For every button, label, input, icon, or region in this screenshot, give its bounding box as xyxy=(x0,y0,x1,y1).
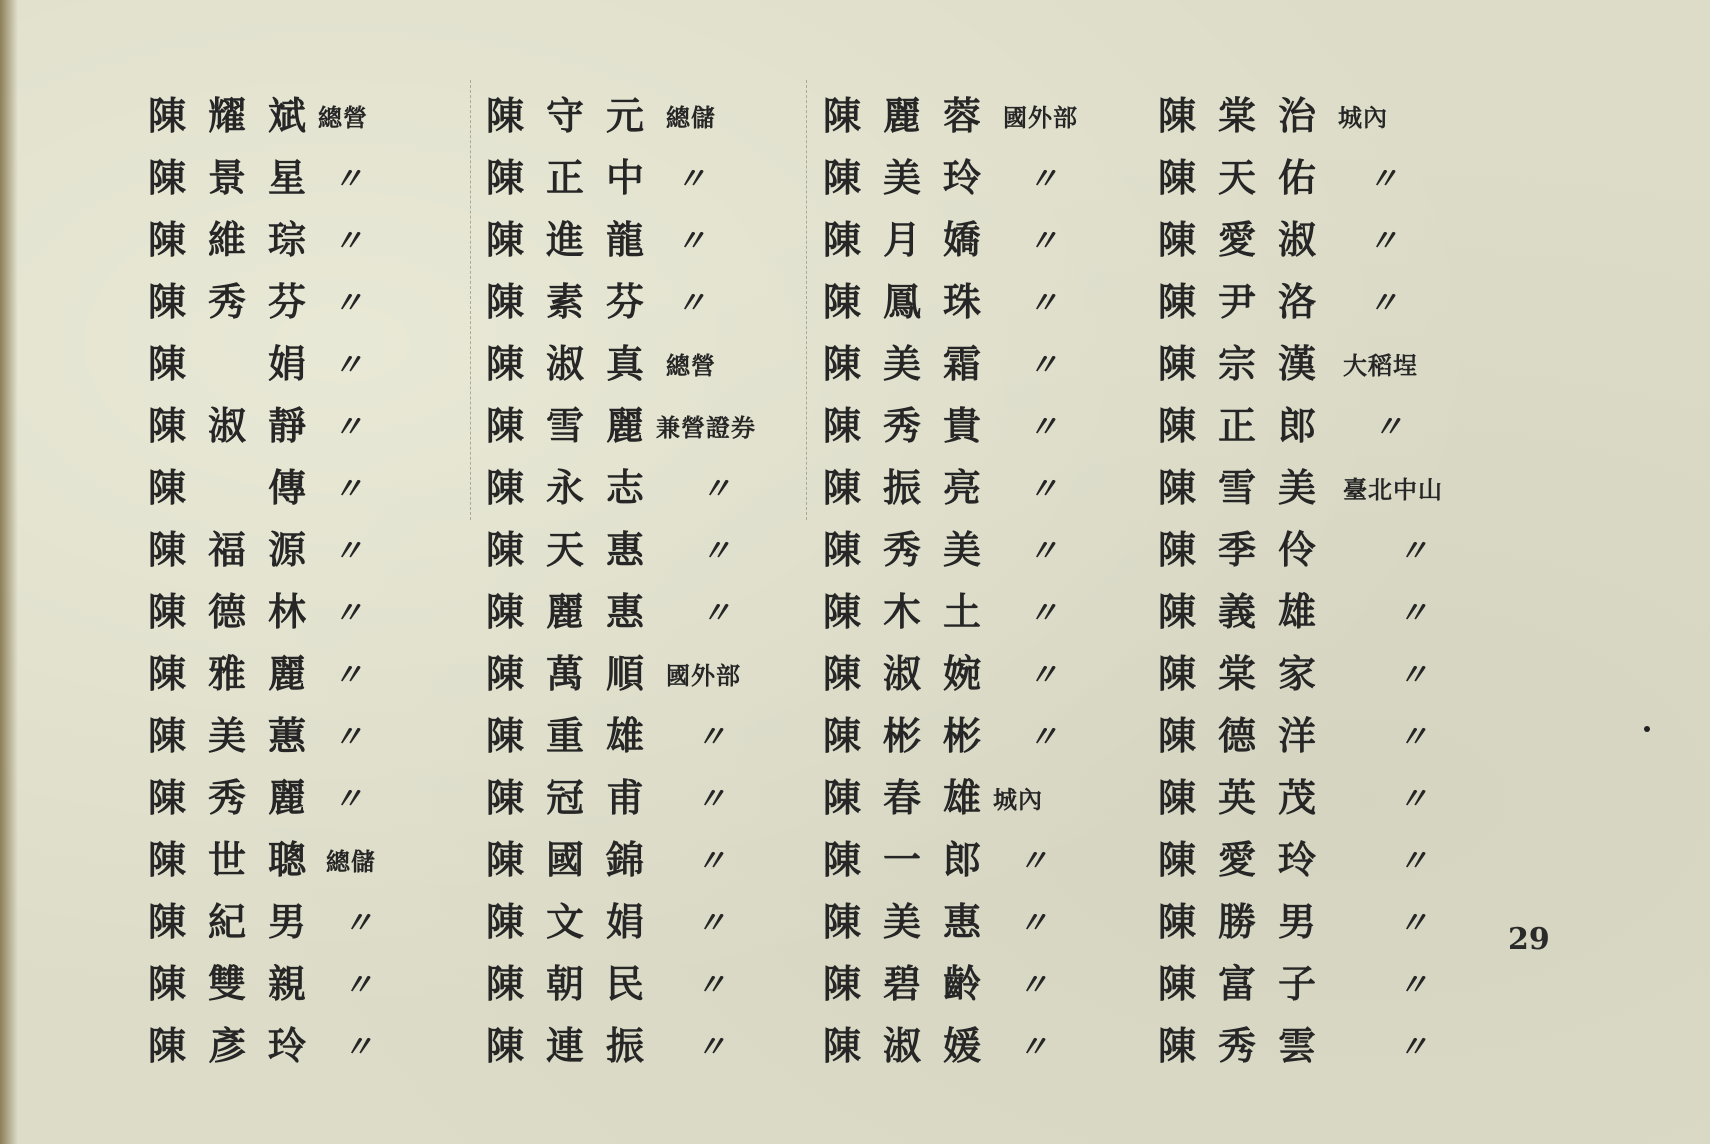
person-name: 陳一郎 xyxy=(823,837,1004,882)
name-entry xyxy=(486,460,826,522)
name-entry xyxy=(148,832,488,894)
name-entry xyxy=(486,336,826,398)
name-entry xyxy=(823,708,1163,770)
branch-note: 臺北中山 xyxy=(1343,475,1443,504)
name-entry xyxy=(486,1018,826,1080)
ditto-mark: 〃 xyxy=(333,224,363,259)
person-name: 陳美玲 xyxy=(823,155,1004,200)
name-entry xyxy=(148,398,488,460)
ditto-mark: 〃 xyxy=(1028,720,1058,755)
person-name: 陳碧齡 xyxy=(823,961,1004,1006)
ditto-mark: 〃 xyxy=(1028,286,1058,321)
name-column-3 xyxy=(823,88,1163,1080)
name-entry xyxy=(823,956,1163,1018)
ditto-mark: 〃 xyxy=(1028,348,1058,383)
ditto-mark: 〃 xyxy=(676,286,706,321)
person-name: 陳 娟 xyxy=(148,341,329,386)
person-name: 陳世聰 xyxy=(148,837,329,882)
branch-note: 國外部 xyxy=(1003,103,1078,132)
branch-note: 總儲 xyxy=(326,847,376,876)
name-entry xyxy=(148,212,488,274)
ditto-mark: 〃 xyxy=(696,720,726,755)
name-entry xyxy=(486,88,826,150)
name-entry xyxy=(823,894,1163,956)
name-entry xyxy=(1158,770,1498,832)
ditto-mark: 〃 xyxy=(333,410,363,445)
person-name: 陳彬彬 xyxy=(823,713,1004,758)
person-name: 陳月嬌 xyxy=(823,217,1004,262)
person-name: 陳文娟 xyxy=(486,899,667,944)
person-name: 陳冠甫 xyxy=(486,775,667,820)
name-entry xyxy=(148,460,488,522)
name-entry xyxy=(486,212,826,274)
name-entry xyxy=(486,832,826,894)
person-name: 陳美惠 xyxy=(823,899,1004,944)
person-name: 陳鳳珠 xyxy=(823,279,1004,324)
person-name: 陳秀芬 xyxy=(148,279,329,324)
name-entry xyxy=(486,646,826,708)
name-entry xyxy=(148,1018,488,1080)
ditto-mark: 〃 xyxy=(1028,658,1058,693)
ditto-mark: 〃 xyxy=(333,348,363,383)
name-entry xyxy=(823,212,1163,274)
name-entry xyxy=(1158,88,1498,150)
name-entry xyxy=(823,584,1163,646)
page-number: 29 xyxy=(1508,922,1550,957)
ditto-mark: 〃 xyxy=(1398,596,1428,631)
ditto-mark: 〃 xyxy=(333,596,363,631)
name-column-2 xyxy=(486,88,826,1080)
name-entry xyxy=(486,398,826,460)
ditto-mark: 〃 xyxy=(1398,720,1428,755)
name-entry xyxy=(148,150,488,212)
ditto-mark: 〃 xyxy=(701,534,731,569)
ditto-mark: 〃 xyxy=(1398,906,1428,941)
person-name: 陳紀男 xyxy=(148,899,329,944)
ditto-mark: 〃 xyxy=(1028,410,1058,445)
ditto-mark: 〃 xyxy=(1018,906,1048,941)
name-entry xyxy=(486,584,826,646)
person-name: 陳秀貴 xyxy=(823,403,1004,448)
person-name: 陳耀斌 xyxy=(148,93,329,138)
ditto-mark: 〃 xyxy=(333,720,363,755)
ditto-mark: 〃 xyxy=(1018,968,1048,1003)
ditto-mark: 〃 xyxy=(1028,224,1058,259)
ditto-mark: 〃 xyxy=(343,1030,373,1065)
person-name: 陳天惠 xyxy=(486,527,667,572)
person-name: 陳木土 xyxy=(823,589,1004,634)
ditto-mark: 〃 xyxy=(1398,844,1428,879)
name-entry xyxy=(486,770,826,832)
ditto-mark: 〃 xyxy=(676,162,706,197)
ditto-mark: 〃 xyxy=(696,782,726,817)
person-name: 陳春雄 xyxy=(823,775,1004,820)
ditto-mark: 〃 xyxy=(696,844,726,879)
person-name: 陳雙親 xyxy=(148,961,329,1006)
person-name: 陳振亮 xyxy=(823,465,1004,510)
name-column-1 xyxy=(148,88,488,1080)
ditto-mark: 〃 xyxy=(1398,1030,1428,1065)
branch-note: 總儲 xyxy=(666,103,716,132)
ditto-mark: 〃 xyxy=(1398,968,1428,1003)
name-entry xyxy=(823,522,1163,584)
name-entry xyxy=(1158,832,1498,894)
name-entry xyxy=(1158,584,1498,646)
name-entry xyxy=(823,832,1163,894)
ditto-mark: 〃 xyxy=(1398,534,1428,569)
person-name: 陳愛淑 xyxy=(1158,217,1339,262)
person-name: 陳正郎 xyxy=(1158,403,1339,448)
ditto-mark: 〃 xyxy=(1028,472,1058,507)
name-entry xyxy=(823,646,1163,708)
ditto-mark: 〃 xyxy=(1018,844,1048,879)
name-entry xyxy=(1158,708,1498,770)
person-name: 陳永志 xyxy=(486,465,667,510)
ditto-mark: 〃 xyxy=(1028,534,1058,569)
ditto-mark: 〃 xyxy=(696,968,726,1003)
ditto-mark: 〃 xyxy=(1373,410,1403,445)
person-name: 陳正中 xyxy=(486,155,667,200)
name-entry xyxy=(148,956,488,1018)
name-entry xyxy=(823,1018,1163,1080)
ditto-mark: 〃 xyxy=(1368,286,1398,321)
ditto-mark: 〃 xyxy=(1398,658,1428,693)
name-column-4 xyxy=(1158,88,1498,1080)
person-name: 陳 傳 xyxy=(148,465,329,510)
person-name: 陳德洋 xyxy=(1158,713,1339,758)
ditto-mark: 〃 xyxy=(701,472,731,507)
name-entry xyxy=(148,336,488,398)
name-entry xyxy=(486,522,826,584)
person-name: 陳進龍 xyxy=(486,217,667,262)
name-entry xyxy=(823,770,1163,832)
person-name: 陳秀麗 xyxy=(148,775,329,820)
name-entry xyxy=(1158,212,1498,274)
person-name: 陳義雄 xyxy=(1158,589,1339,634)
person-name: 陳愛玲 xyxy=(1158,837,1339,882)
name-entry xyxy=(1158,336,1498,398)
name-entry xyxy=(1158,522,1498,584)
person-name: 陳秀美 xyxy=(823,527,1004,572)
person-name: 陳維琮 xyxy=(148,217,329,262)
ditto-mark: 〃 xyxy=(333,162,363,197)
name-entry xyxy=(1158,1018,1498,1080)
person-name: 陳尹洛 xyxy=(1158,279,1339,324)
name-entry xyxy=(823,88,1163,150)
person-name: 陳宗漢 xyxy=(1158,341,1339,386)
person-name: 陳天佑 xyxy=(1158,155,1339,200)
branch-note: 國外部 xyxy=(666,661,741,690)
name-entry xyxy=(823,398,1163,460)
ditto-mark: 〃 xyxy=(343,968,373,1003)
ditto-mark: 〃 xyxy=(701,596,731,631)
branch-note: 兼營證券 xyxy=(656,413,756,442)
person-name: 陳棠治 xyxy=(1158,93,1339,138)
name-entry xyxy=(1158,956,1498,1018)
person-name: 陳麗蓉 xyxy=(823,93,1004,138)
person-name: 陳國錦 xyxy=(486,837,667,882)
name-entry xyxy=(1158,646,1498,708)
person-name: 陳素芬 xyxy=(486,279,667,324)
person-name: 陳重雄 xyxy=(486,713,667,758)
ditto-mark: 〃 xyxy=(343,906,373,941)
name-entry xyxy=(1158,894,1498,956)
person-name: 陳雪麗 xyxy=(486,403,667,448)
ditto-mark: 〃 xyxy=(1368,162,1398,197)
person-name: 陳景星 xyxy=(148,155,329,200)
person-name: 陳淑真 xyxy=(486,341,667,386)
branch-note: 城內 xyxy=(993,785,1043,814)
name-entry xyxy=(823,336,1163,398)
name-entry xyxy=(486,274,826,336)
person-name: 陳美蕙 xyxy=(148,713,329,758)
name-entry xyxy=(148,894,488,956)
branch-note: 總營 xyxy=(318,103,368,132)
name-entry xyxy=(1158,460,1498,522)
person-name: 陳棠家 xyxy=(1158,651,1339,696)
name-entry xyxy=(823,274,1163,336)
person-name: 陳守元 xyxy=(486,93,667,138)
person-name: 陳德林 xyxy=(148,589,329,634)
name-entry xyxy=(486,894,826,956)
person-name: 陳淑媛 xyxy=(823,1023,1004,1068)
person-name: 陳彥玲 xyxy=(148,1023,329,1068)
ditto-mark: 〃 xyxy=(333,534,363,569)
name-entry xyxy=(1158,398,1498,460)
person-name: 陳勝男 xyxy=(1158,899,1339,944)
ditto-mark: 〃 xyxy=(676,224,706,259)
branch-note: 城內 xyxy=(1338,103,1388,132)
person-name: 陳秀雲 xyxy=(1158,1023,1339,1068)
name-entry xyxy=(148,770,488,832)
ditto-mark: 〃 xyxy=(333,782,363,817)
ditto-mark: 〃 xyxy=(1398,782,1428,817)
person-name: 陳朝民 xyxy=(486,961,667,1006)
person-name: 陳英茂 xyxy=(1158,775,1339,820)
ditto-mark: 〃 xyxy=(696,906,726,941)
name-entry xyxy=(148,522,488,584)
person-name: 陳雪美 xyxy=(1158,465,1339,510)
person-name: 陳萬順 xyxy=(486,651,667,696)
ditto-mark: 〃 xyxy=(333,658,363,693)
person-name: 陳季伶 xyxy=(1158,527,1339,572)
name-entry xyxy=(1158,150,1498,212)
person-name: 陳淑婉 xyxy=(823,651,1004,696)
person-name: 陳美霜 xyxy=(823,341,1004,386)
person-name: 陳福源 xyxy=(148,527,329,572)
ditto-mark: 〃 xyxy=(1018,1030,1048,1065)
name-entry xyxy=(823,460,1163,522)
name-entry xyxy=(148,274,488,336)
name-entry xyxy=(1158,274,1498,336)
ditto-mark: 〃 xyxy=(333,286,363,321)
branch-note: 大稻埕 xyxy=(1343,351,1418,380)
ditto-mark: 〃 xyxy=(333,472,363,507)
branch-note: 總營 xyxy=(666,351,716,380)
name-entry xyxy=(486,150,826,212)
name-entry xyxy=(823,150,1163,212)
ditto-mark: 〃 xyxy=(1028,596,1058,631)
name-entry xyxy=(148,708,488,770)
person-name: 陳淑靜 xyxy=(148,403,329,448)
name-entry xyxy=(148,584,488,646)
ditto-mark: 〃 xyxy=(1028,162,1058,197)
person-name: 陳連振 xyxy=(486,1023,667,1068)
ditto-mark: 〃 xyxy=(1368,224,1398,259)
person-name: 陳麗惠 xyxy=(486,589,667,634)
name-entry xyxy=(148,646,488,708)
person-name: 陳富子 xyxy=(1158,961,1339,1006)
name-entry xyxy=(486,708,826,770)
ditto-mark: 〃 xyxy=(696,1030,726,1065)
name-entry xyxy=(148,88,488,150)
person-name: 陳雅麗 xyxy=(148,651,329,696)
name-entry xyxy=(486,956,826,1018)
ink-speck xyxy=(1644,726,1650,732)
